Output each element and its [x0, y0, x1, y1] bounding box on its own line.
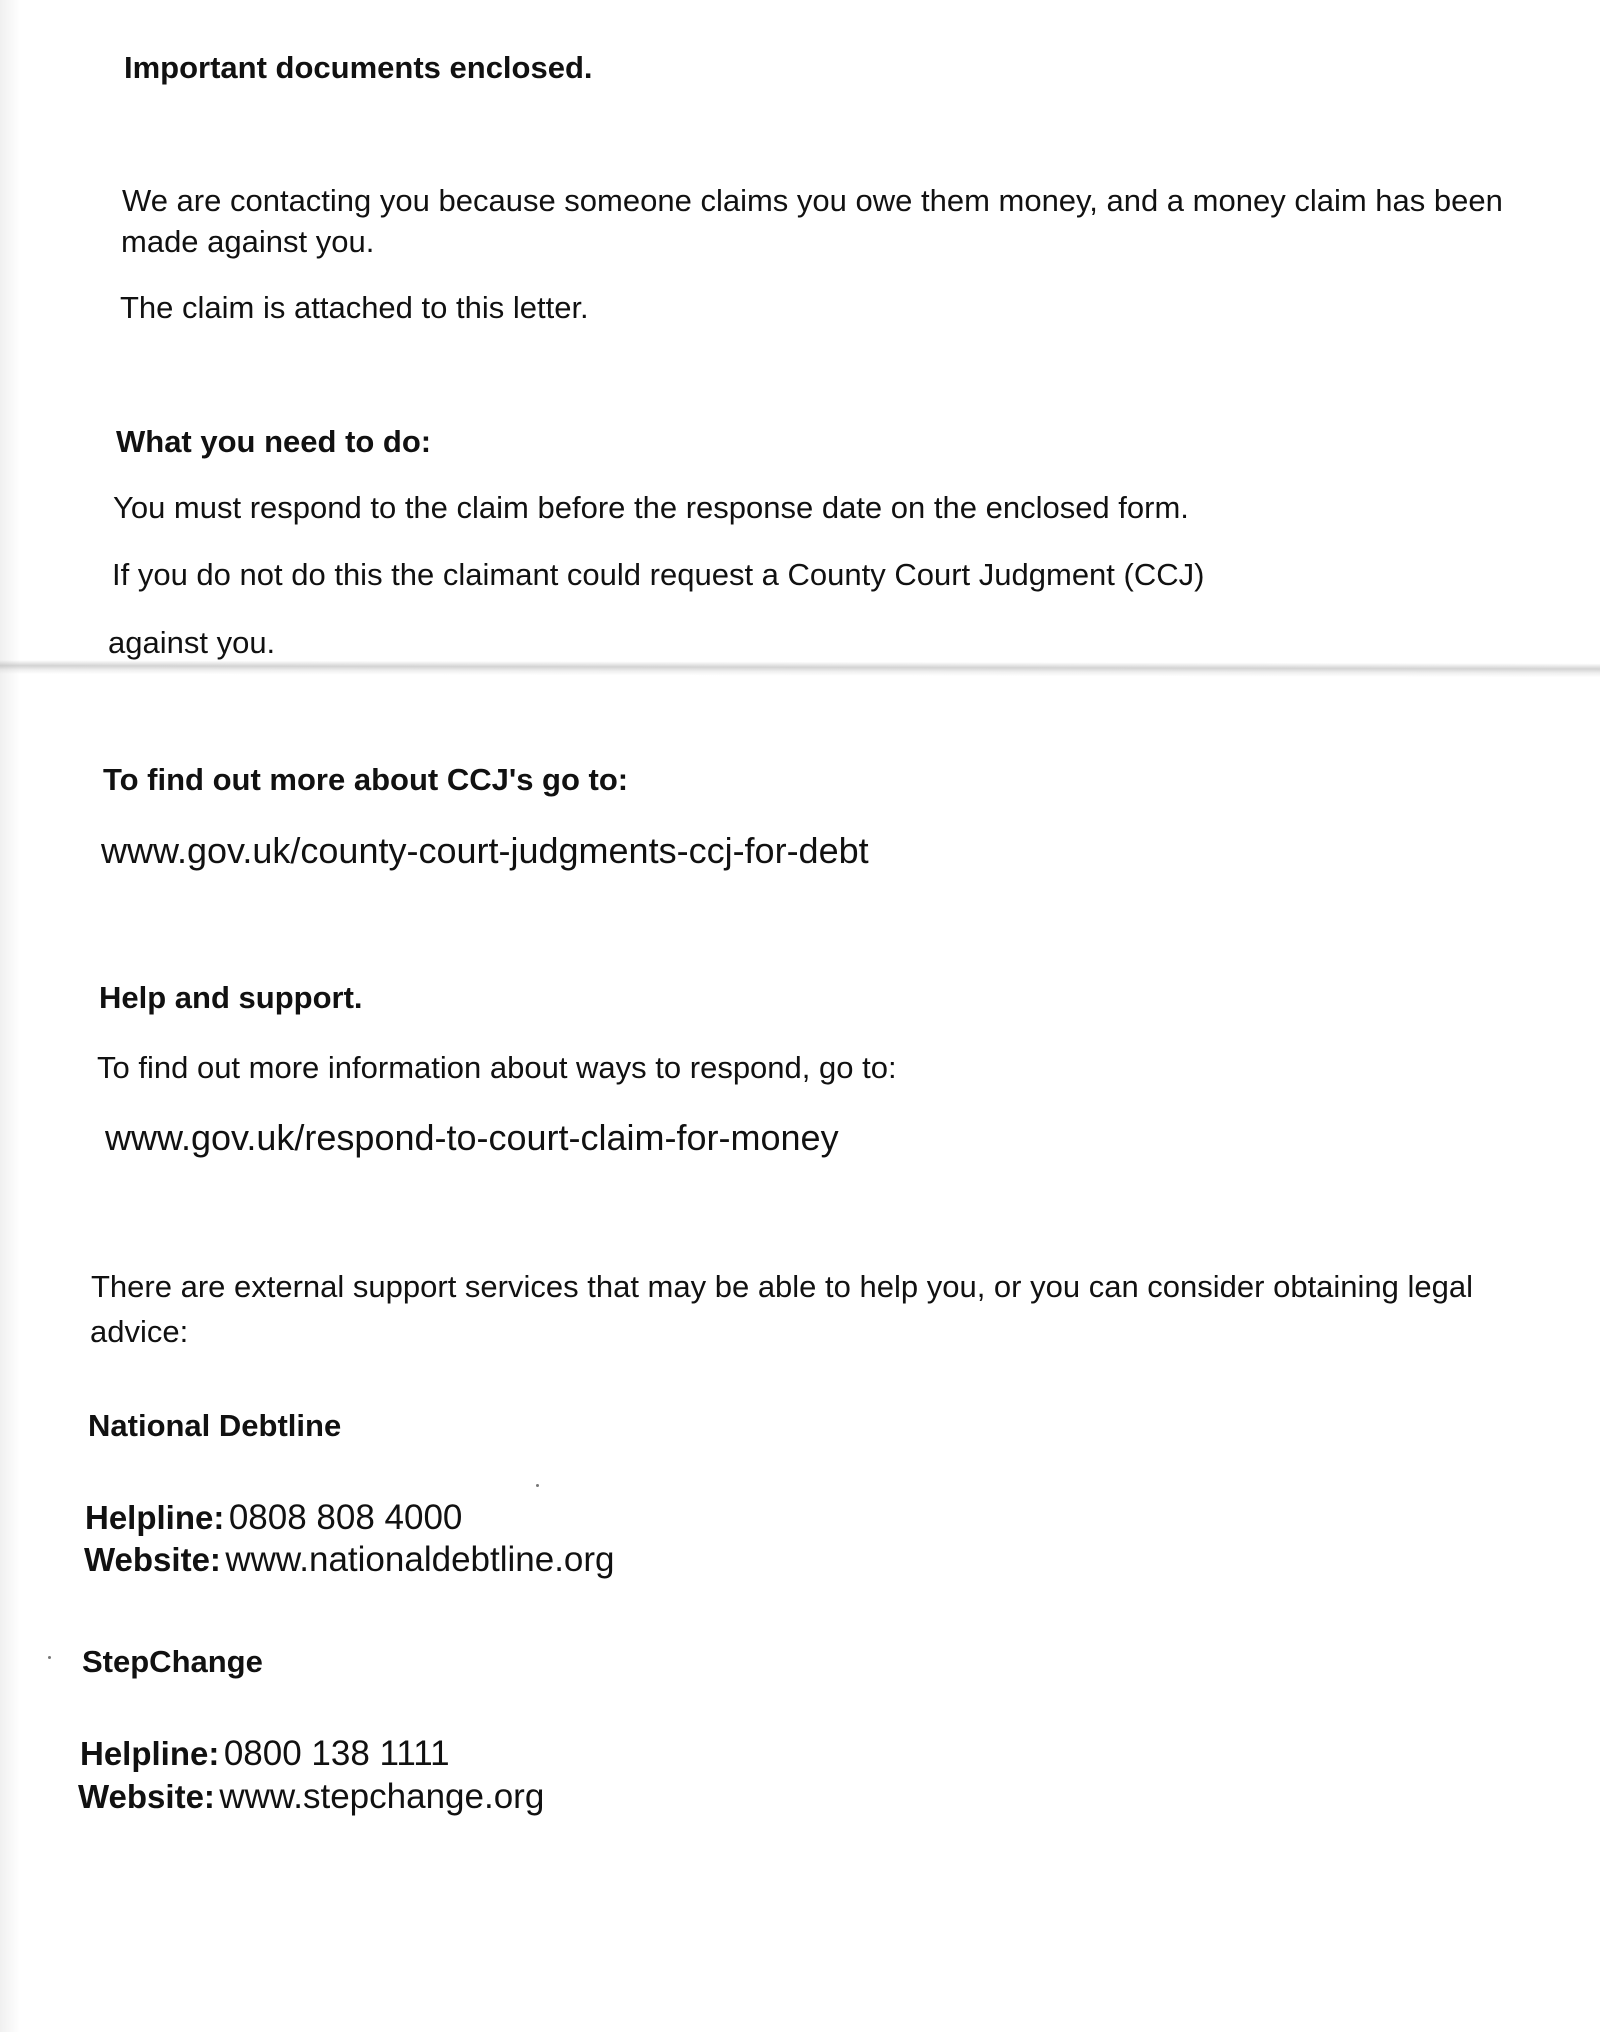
todo-line-3: against you. — [108, 625, 276, 660]
speck — [536, 1484, 539, 1487]
external-line-2: advice: — [90, 1314, 189, 1349]
paper-fold-line — [0, 660, 1600, 677]
website-row — [84, 1540, 615, 1580]
helpline-label: Helpline: — [80, 1735, 220, 1772]
contact-line-2: made against you. — [121, 224, 375, 259]
external-line-1: There are external support services that may be able to help you, or you can consider obtaining legal — [91, 1269, 1474, 1304]
claim-attached-text: The claim is attached to this letter. — [120, 290, 589, 325]
contact-line-1: We are contacting you because someone claims you owe them money, and a money claim has been — [122, 183, 1503, 218]
scan-shadow — [0, 0, 20, 2032]
website-url: www.stepchange.org — [219, 1777, 545, 1816]
help-url: www.gov.uk/respond-to-court-claim-for-money — [105, 1117, 839, 1158]
todo-line-1: You must respond to the claim before the response date on the enclosed form. — [113, 490, 1189, 525]
enclosed-heading: Important documents enclosed. — [124, 50, 593, 85]
website-label: Website: — [78, 1778, 215, 1815]
website-label: Website: — [84, 1541, 221, 1578]
todo-line-2: If you do not do this the claimant could request a County Court Judgment (CCJ) — [112, 557, 1205, 592]
helpline-number: 0800 138 1111 — [223, 1734, 450, 1773]
speck — [48, 1656, 51, 1659]
todo-heading: What you need to do: — [116, 424, 432, 459]
website-url: www.nationaldebtline.org — [225, 1540, 615, 1579]
helpline-number: 0808 808 4000 — [228, 1498, 463, 1537]
helpline-row — [80, 1734, 450, 1774]
ccj-heading: To find out more about CCJ's go to: — [103, 762, 629, 797]
ccj-url: www.gov.uk/county-court-judgments-ccj-for-debt — [101, 830, 869, 871]
website-row — [78, 1777, 544, 1817]
org-name: StepChange — [82, 1644, 263, 1679]
help-heading: Help and support. — [99, 980, 363, 1015]
help-text: To find out more information about ways to respond, go to: — [97, 1050, 897, 1085]
helpline-row — [85, 1498, 462, 1538]
org-name: National Debtline — [88, 1408, 342, 1443]
helpline-label: Helpline: — [85, 1499, 225, 1536]
